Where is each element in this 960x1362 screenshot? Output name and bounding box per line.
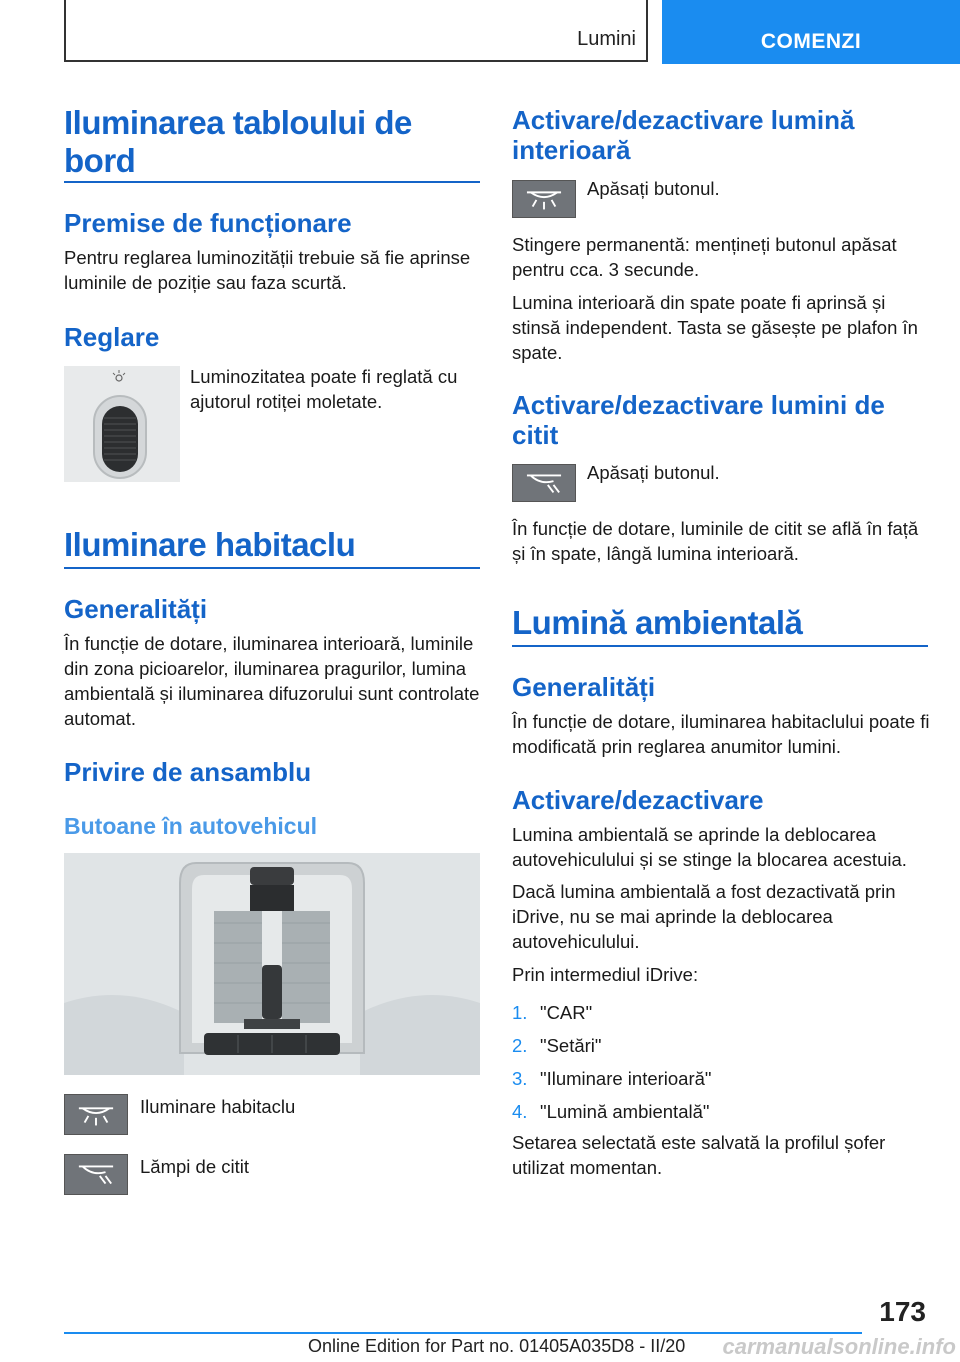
header-chapter-tab[interactable]: COMENZI [662, 0, 960, 64]
label-reading-lights: Lămpi de citit [140, 1156, 249, 1177]
heading-interior-lighting: Iluminare habitaclu [64, 526, 356, 563]
paragraph-press-button: Apăsați butonul. [587, 462, 720, 483]
list-item: 3. "Iluminare interioară" [512, 1068, 712, 1089]
heading-interior-light-toggle: Activare/dezactivare lumină interioară [512, 105, 855, 165]
thumbwheel-photo [64, 366, 180, 482]
list-item: 2. "Setări" [512, 1035, 602, 1056]
heading-overview: Privire de ansamblu [64, 757, 312, 787]
list-item: 4. "Lumină ambientală" [512, 1101, 710, 1122]
heading-rule [512, 645, 928, 647]
heading-ambient-light: Lumină ambientală [512, 604, 803, 641]
paragraph-reading-lights: În funcție de dotare, luminile de citit se află în față și în spate, lângă lumina interioară. [512, 518, 919, 564]
heading-dashboard-lighting: Iluminarea tabloului de bord [64, 104, 412, 179]
reading-light-button-icon [512, 464, 576, 502]
header-frame [64, 0, 648, 62]
subheading-buttons: Butoane în autovehicul [64, 813, 318, 839]
paragraph-ambient-general: În funcție de dotare, iluminarea habitaclului poate fi modificată prin reglarea anumitor lumini. [512, 711, 930, 757]
reading-light-button-icon [64, 1154, 128, 1195]
paragraph-idrive: Prin intermediul iDrive: [512, 964, 699, 985]
footer-edition: Online Edition for Part no. 01405A035D8 - II/20 [308, 1336, 686, 1356]
heading-reading-lights-toggle: Activare/dezactivare lumini de citit [512, 390, 885, 450]
interior-light-button-icon [512, 180, 576, 218]
paragraph-press-button: Apăsați butonul. [587, 178, 720, 199]
paragraph-premise: Pentru reglarea luminozității trebuie să fie aprinse luminile de poziție sau faza scurtă. [64, 247, 471, 293]
heading-premise: Premise de funcționare [64, 208, 352, 238]
page-number: 173 [879, 1296, 926, 1327]
paragraph-reglare: Luminozitatea poate fi reglată cu ajutorul rotiței moletate. [190, 366, 458, 412]
paragraph-activation-1: Lumina ambientală se aprinde la deblocarea autovehiculului și se stinge la blocarea acestuia. [512, 824, 907, 870]
heading-rule [64, 181, 480, 183]
list-item: 1. "CAR" [512, 1002, 593, 1023]
heading-generalitati: Generalități [64, 594, 208, 624]
paragraph-activation-2: Dacă lumina ambientală a fost dezactivată prin iDrive, nu se mai aprinde la deblocarea autovehiculului. [512, 881, 896, 952]
heading-activation: Activare/dezactivare [512, 785, 764, 815]
header-section-title: Lumini [577, 28, 636, 50]
interior-light-button-icon [64, 1094, 128, 1135]
label-interior-light: Iluminare habitaclu [140, 1096, 296, 1117]
heading-reglare: Reglare [64, 322, 160, 352]
watermark: carmanualsonline.info [722, 1334, 956, 1359]
paragraph-profile-saved: Setarea selectată este salvată la profilul șofer utilizat momentan. [512, 1132, 886, 1178]
heading-rule [64, 567, 480, 569]
paragraph-rear-light: Lumina interioară din spate poate fi aprinsă și stinsă independent. Tasta se găsește pe plafon în spate. [512, 292, 918, 363]
paragraph-permanent-off: Stingere permanentă: mențineți butonul apăsat pentru cca. 3 secunde. [512, 234, 897, 280]
steps-list [512, 1000, 932, 1132]
heading-generalitati: Generalități [512, 672, 656, 702]
paragraph-generalitati: În funcție de dotare, iluminarea interioară, luminile din zona picioarelor, iluminarea pragurilor, lumina ambientală și iluminarea difuzorului sunt controlate automat. [64, 633, 480, 729]
overhead-console-photo [64, 853, 480, 1075]
